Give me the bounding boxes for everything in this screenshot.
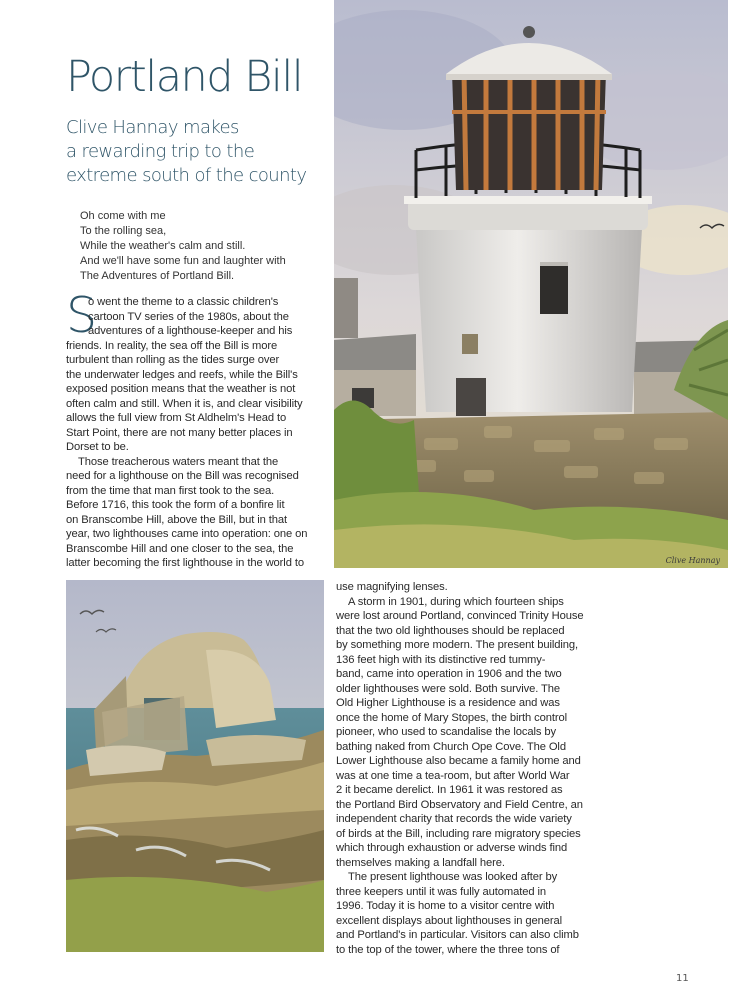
body-line: to the top of the tower, where the three tons of: [336, 943, 560, 956]
verse-line: While the weather's calm and still.: [80, 240, 246, 252]
body-line: 136 feet high with its distinctive red tummy-: [336, 653, 546, 666]
body-line: independent charity that records the wide variety: [336, 813, 572, 825]
body-line: band, came into operation in 1906 and the two: [336, 668, 562, 680]
body-line: themselves making a landfall here.: [336, 856, 505, 869]
verse-line: To the rolling sea,: [80, 225, 167, 237]
artist-signature: Clive Hannay: [665, 556, 720, 565]
body-line: Those treacherous waters meant that the: [78, 455, 279, 468]
verse-line: The Adventures of Portland Bill.: [80, 270, 235, 282]
body-line: friends. In reality, the sea off the Bill is more: [66, 339, 278, 352]
article-title: Portland Bill: [66, 52, 303, 102]
body-column-right: [336, 580, 601, 957]
body-line: allows the full view from St Aldhelm's Head to: [66, 412, 287, 424]
body-line: from the time that man first took to the sea.: [66, 484, 275, 497]
body-line: exposed position means that the weather is not: [66, 383, 296, 395]
body-line: that the two old lighthouses should be replaced: [336, 624, 565, 637]
body-line: latter becoming the first lighthouse in the world to: [66, 557, 304, 569]
subtitle-line: a rewarding trip to the: [66, 141, 255, 162]
body-line: Dorset to be.: [66, 441, 129, 453]
body-line: were lost around Portland, convinced Trinity House: [336, 610, 584, 622]
body-line: cartoon TV series of the 1980s, about the: [88, 310, 289, 323]
body-line: 1996. Today it is home to a visitor centre with: [336, 900, 555, 912]
body-line: by something more modern. The present building,: [336, 639, 578, 651]
body-line: bathing naked from Church Ope Cove. The Old: [336, 740, 566, 753]
body-line: A storm in 1901, during which fourteen ships: [348, 595, 564, 608]
body-line: was at one time a tea-room, but after World War: [336, 769, 570, 782]
body-line: The present lighthouse was looked after by: [348, 871, 558, 883]
rock-stack-painting: [66, 580, 324, 952]
body-line: on Branscombe Hill, above the Bill, but in that: [66, 513, 288, 526]
body-line: which through exhaustion or adverse winds find: [336, 842, 568, 854]
body-line: 2 it became derelict. In 1961 it was restored as: [336, 784, 563, 796]
body-line: and Portland's in particular. Visitors can also climb: [336, 929, 579, 941]
body-line: older lighthouses were sold. Both survive. The: [336, 682, 561, 695]
opening-verse: [80, 209, 286, 284]
body-line: of birds at the Bill, including rare migratory species: [336, 827, 581, 840]
body-line: the Portland Bird Observatory and Field Centre, an: [336, 798, 583, 811]
body-line: Lower Lighthouse also became a family home and: [336, 755, 581, 767]
subtitle-line: Clive Hannay makes: [66, 117, 239, 138]
article-subtitle: [66, 116, 326, 188]
body-line: the underwater ledges and reefs, while the Bill's: [66, 368, 298, 381]
body-line: once the home of Mary Stopes, the birth control: [336, 711, 567, 724]
verse-line: Oh come with me: [80, 210, 166, 222]
body-column-left: [66, 295, 328, 571]
body-line: Start Point, there are not many better places in: [66, 426, 293, 439]
subtitle-line: extreme south of the county: [66, 165, 307, 186]
body-line: need for a lighthouse on the Bill was recognised: [66, 470, 299, 482]
body-line: use magnifying lenses.: [336, 581, 448, 593]
body-line: excellent displays about lighthouses in general: [336, 914, 563, 927]
body-line: turbulent than rolling as the tides surge over: [66, 354, 280, 366]
lighthouse-painting: [334, 0, 728, 568]
body-line: three keepers until it was fully automated in: [336, 885, 547, 898]
page-number: 11: [676, 973, 689, 984]
body-line: pioneer, who used to scandalise the locals by: [336, 726, 557, 738]
body-line: Old Higher Lighthouse is a residence and was: [336, 697, 560, 709]
body-line: o went the theme to a classic children's: [88, 296, 279, 308]
body-line: year, two lighthouses came into operation: one on: [66, 528, 308, 540]
verse-line: And we'll have some fun and laughter with: [80, 255, 286, 267]
body-line: often calm and still. When it is, and clear visibility: [66, 397, 303, 410]
body-line: Before 1716, this took the form of a bonfire lit: [66, 499, 285, 511]
body-line: Branscombe Hill and one closer to the sea, the: [66, 542, 294, 555]
body-line: adventures of a lighthouse-keeper and his: [88, 325, 293, 337]
drop-cap: S: [66, 287, 98, 344]
